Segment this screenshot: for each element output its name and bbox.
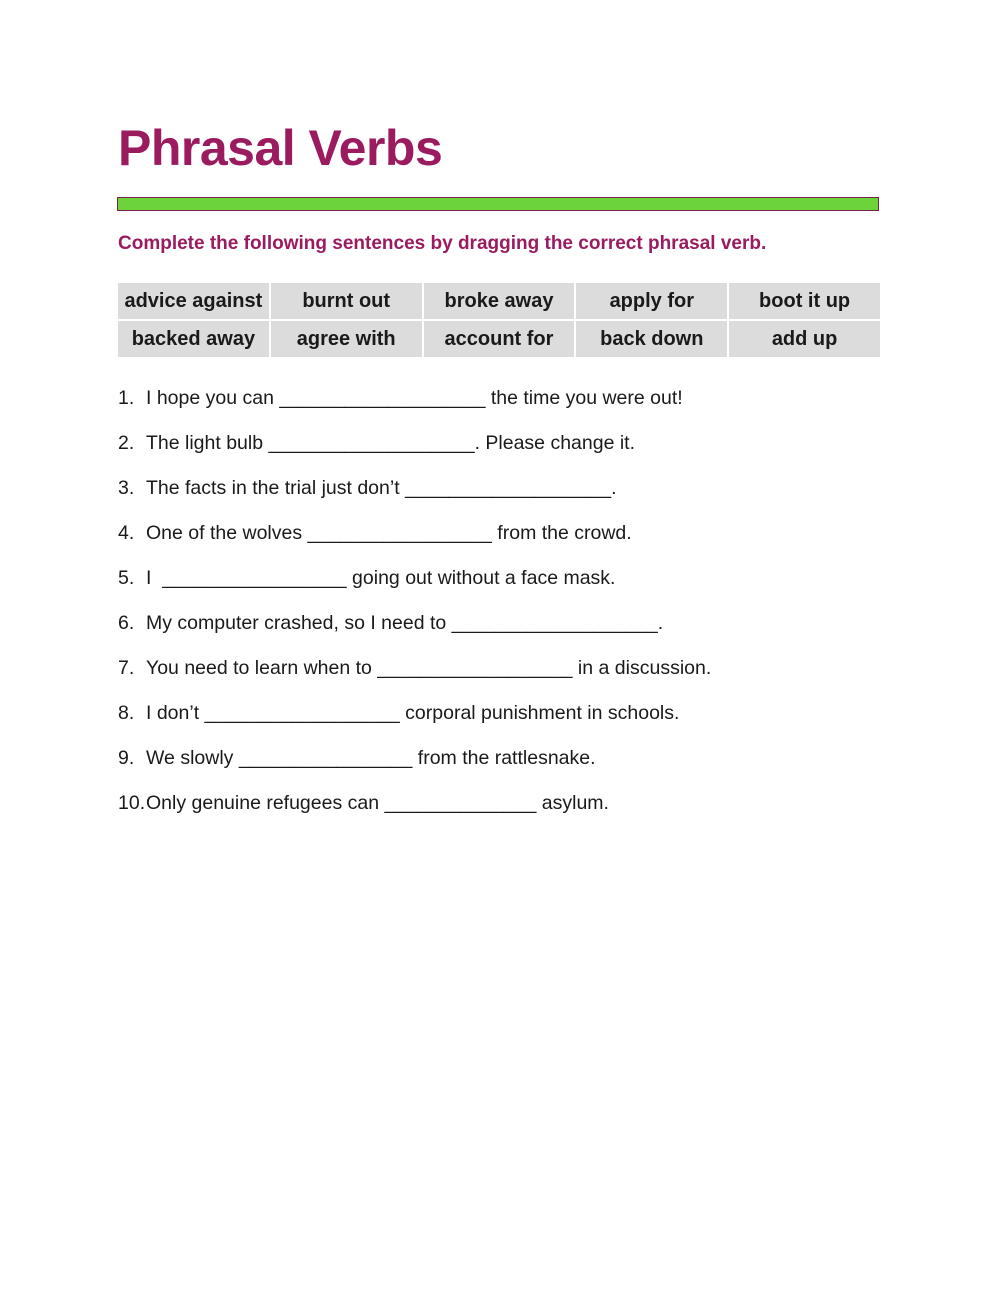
word-chip[interactable]: advice against — [118, 283, 269, 319]
sentence-number: 2. — [118, 432, 135, 454]
sentence-text-before: I hope you can — [146, 387, 280, 409]
sentence-item — [118, 781, 711, 826]
word-chip[interactable]: apply for — [576, 283, 727, 319]
sentence-text-after: . — [611, 477, 617, 499]
sentence-item — [118, 511, 711, 556]
word-chip[interactable]: burnt out — [271, 283, 422, 319]
sentence-text-before: One of the wolves — [146, 522, 308, 544]
sentence-text-after: from the rattlesnake. — [412, 747, 596, 769]
sentence-number: 7. — [118, 657, 135, 679]
sentence-text-after: asylum. — [536, 792, 609, 814]
sentence-text-before: I don’t — [146, 702, 205, 724]
sentence-text-after: . Please change it. — [474, 432, 635, 454]
sentence-number: 5. — [118, 567, 135, 589]
word-chip[interactable]: broke away — [424, 283, 575, 319]
sentence-text-before: The facts in the trial just don’t — [146, 477, 406, 499]
sentence-number: 3. — [118, 477, 135, 499]
sentence-text-after: going out without a face mask. — [346, 567, 616, 589]
answer-blank[interactable]: ___________________ — [279, 387, 486, 409]
sentence-text-after: in a discussion. — [572, 657, 712, 679]
answer-blank[interactable]: ___________________ — [451, 612, 658, 634]
sentence-number: 10. — [118, 792, 146, 814]
sentence-text-before: My computer crashed, so I need to — [146, 612, 452, 634]
sentence-number: 1. — [118, 387, 135, 409]
sentence-text-after: from the crowd. — [491, 522, 632, 544]
sentence-item — [118, 736, 711, 781]
sentence-number: 6. — [118, 612, 135, 634]
answer-blank[interactable]: ___________________ — [268, 432, 475, 454]
answer-blank[interactable]: __________________ — [204, 702, 400, 724]
sentence-item — [118, 466, 711, 511]
sentence-item — [118, 376, 711, 421]
sentence-text-after: the time you were out! — [485, 387, 683, 409]
sentence-number: 9. — [118, 747, 135, 769]
sentence-text-before: You need to learn when to — [146, 657, 378, 679]
answer-blank[interactable]: ___________________ — [405, 477, 612, 499]
word-chip[interactable]: account for — [424, 321, 575, 357]
sentence-item — [118, 601, 711, 646]
sentence-item — [118, 646, 711, 691]
word-chip[interactable]: backed away — [118, 321, 269, 357]
sentence-list — [118, 376, 711, 826]
word-chip[interactable]: agree with — [271, 321, 422, 357]
sentence-text-after: . — [657, 612, 664, 634]
answer-blank[interactable]: _________________ — [162, 567, 347, 589]
sentence-item — [118, 421, 711, 466]
sentence-item — [118, 691, 711, 736]
word-chip[interactable]: boot it up — [729, 283, 880, 319]
title-divider — [117, 197, 879, 211]
word-chip[interactable]: back down — [576, 321, 727, 357]
answer-blank[interactable]: _________________ — [307, 522, 492, 544]
word-chip[interactable]: add up — [729, 321, 880, 357]
word-bank — [118, 283, 880, 357]
sentence-text-before: The light bulb — [146, 432, 269, 454]
sentence-text-before: We slowly — [146, 747, 239, 769]
answer-blank[interactable]: ______________ — [384, 792, 537, 814]
sentence-text-after: corporal punishment in schools. — [399, 702, 680, 724]
sentence-number: 8. — [118, 702, 135, 724]
answer-blank[interactable]: __________________ — [377, 657, 573, 679]
answer-blank[interactable]: ________________ — [238, 747, 413, 769]
sentence-item — [118, 556, 711, 601]
instruction-text: Complete the following sentences by dragging the correct phrasal verb. — [118, 233, 767, 254]
sentence-text-before: Only genuine refugees can — [146, 792, 385, 814]
sentence-text-before: I — [146, 567, 163, 589]
sentence-number: 4. — [118, 522, 135, 544]
page-title: Phrasal Verbs — [118, 120, 443, 176]
